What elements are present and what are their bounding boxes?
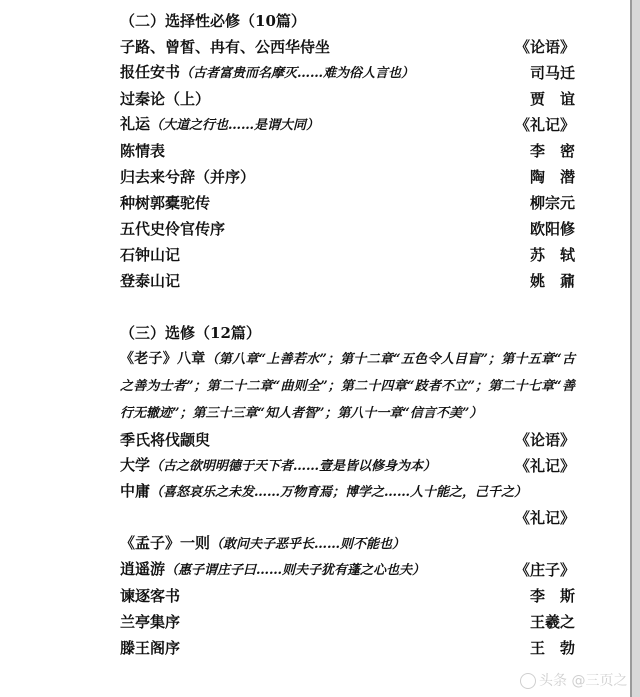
work-author: 司马迁 [529, 64, 575, 82]
document-content [120, 8, 575, 661]
work-author: 王 勃 [529, 639, 575, 657]
watermark-logo-icon [520, 673, 536, 689]
work-author: 柳宗元 [529, 194, 575, 212]
work-title: 登泰山记 [120, 272, 181, 290]
watermark: 头条 @三页之 [520, 670, 627, 690]
work-title: 五代史伶官传序 [120, 220, 226, 238]
mengzi-entry [120, 531, 575, 557]
section3-list [120, 427, 575, 479]
work-author: 《论语》 [514, 38, 575, 56]
list-item [120, 138, 575, 164]
work-note: （惠子谓庄子曰……则夫子犹有蓬之心也夫） [165, 563, 426, 578]
work-author: 《庄子》 [514, 561, 575, 579]
list-item [120, 268, 575, 294]
list-item [120, 112, 575, 138]
list-item [120, 190, 575, 216]
work-author: 欧阳修 [529, 220, 575, 238]
work-author: 《论语》 [514, 431, 575, 449]
section2-list [120, 34, 575, 294]
work-author: 王羲之 [529, 613, 575, 631]
work-title: 礼运 [120, 115, 151, 133]
work-author: 李 密 [529, 142, 575, 160]
list-item [120, 216, 575, 242]
work-title: 谏逐客书 [120, 587, 181, 605]
list-item [120, 86, 575, 112]
work-title: 子路、曾皙、冉有、公西华侍坐 [120, 38, 331, 56]
zhongyong-title: 中庸 [120, 482, 151, 500]
work-author: 姚 鼐 [529, 272, 575, 290]
section3-list-2 [120, 557, 575, 661]
work-note: （古者富贵而名摩灭……难为俗人言也） [180, 66, 415, 81]
work-title: 报任安书 [120, 63, 181, 81]
list-item [120, 60, 575, 86]
work-author: 李 斯 [529, 587, 575, 605]
work-title: 归去来兮辞（并序） [120, 168, 256, 186]
section-heading-elective: （三）选修（12篇） [120, 324, 261, 342]
list-item [120, 453, 575, 479]
mengzi-title: 《孟子》一则 [120, 534, 211, 552]
work-title: 逍遥游 [120, 560, 166, 578]
list-item [120, 164, 575, 190]
list-item [120, 427, 575, 453]
work-title: 过秦论（上） [120, 90, 211, 108]
work-title: 陈情表 [120, 142, 166, 160]
work-note: （大道之行也……是谓大同） [150, 118, 320, 133]
mengzi-note: （敢问夫子恶乎长……则不能也） [210, 537, 406, 552]
list-item [120, 242, 575, 268]
list-item [120, 583, 575, 609]
work-title: 石钟山记 [120, 246, 181, 264]
page-shadow [632, 0, 640, 697]
work-author: 陶 潜 [529, 168, 575, 186]
work-title: 兰亭集序 [120, 613, 181, 631]
list-item [120, 609, 575, 635]
section-heading-elective-required: （二）选择性必修（10篇） [120, 12, 306, 30]
work-note: （古之欲明明德于天下者……壹是皆以修身为本） [150, 459, 437, 474]
zhongyong-entry [120, 479, 575, 505]
laozi-title: 《老子》八章 [120, 351, 206, 367]
list-item [120, 557, 575, 583]
laozi-entry [120, 346, 575, 427]
work-title: 季氏将伐颛臾 [120, 431, 211, 449]
zhongyong-author: 《礼记》 [514, 509, 575, 527]
laozi-note: （第八章“上善若水”；第十二章“五色令人目盲”；第十五章“古之善为士者”；第二十二章“曲则全”；第二十四章“跂者不立”；第二十七章“善行无辙迹”；第三十三章“知人者智”；第八十一章“信言不美”） [120, 352, 576, 421]
work-title: 滕王阁序 [120, 639, 181, 657]
work-author: 苏 轼 [529, 246, 575, 264]
list-item [120, 34, 575, 60]
work-title: 大学 [120, 456, 151, 474]
work-author: 贾 谊 [529, 90, 575, 108]
list-item [120, 635, 575, 661]
work-author: 《礼记》 [514, 116, 575, 134]
zhongyong-note: （喜怒哀乐之未发……万物育焉；博学之……人十能之，己千之） [150, 485, 528, 500]
work-author: 《礼记》 [514, 457, 575, 475]
work-title: 种树郭橐驼传 [120, 194, 211, 212]
